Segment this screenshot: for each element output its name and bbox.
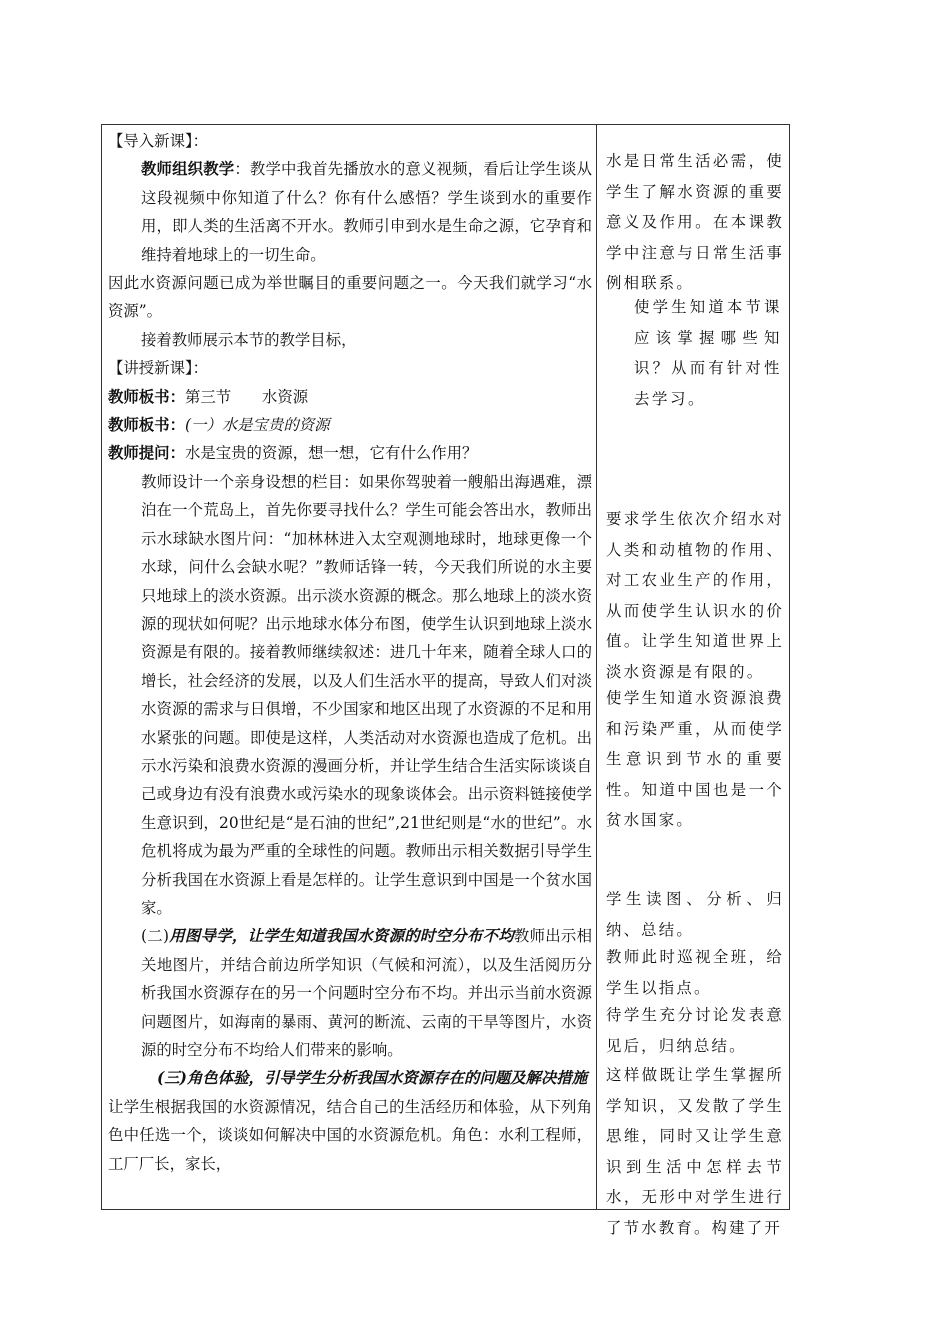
intro-paragraph-2: 因此水资源问题已成为举世瞩目的重要问题之一。今天我们就学习“水资源”。 (108, 274, 592, 321)
teaching-paragraph: 教师设计一个亲身设想的栏目：如果你驾驶着一艘船出海遇难，漂泊在一个荒岛上，首先你要寻找什么？学生可能会答出水，教师出示水球缺水图片问：“加林林进入太空观测地球时，地球更像一个水球，问什么会缺水呢？”教师话锋一转，今天我们所说的水主要只地球上的淡水资源。出示淡水资源的概念。那么地球上的淡水资源的现状如何呢？出示地球水体分布图，使学生认识到地球上淡水资源是有限的。接着教师继续叙述：进几十年来，随着全球人口的增长，社会经济的发展，以及人们生活水平的提高，导致人们对淡水资源的需求与日俱增，不少国家和地区出现了水资源的不足和用水紧张的问题。即使是这样，人类活动对水资源也造成了危机。出示水污染和浪费水资源的漫画分析，并让学生结合生活实际谈谈自己或身边有没有浪费水或污染水的现象谈体会。出示资料链接使学生意识到，20世纪是“是石油的世纪”,21世纪则是“水的世纪”。水危机将成为最为严重的全球性的问题。教师出示相关数据引导学生分析我国在水资源上看是怎样的。让学生意识到中国是一个贫水国家。 (141, 472, 592, 917)
intro-heading: 【导入新课】： (108, 132, 209, 150)
teacher-organize-label: 教师组织教学 (141, 160, 235, 179)
design-note-1: 水是日常生活必需，使学生了解水资源的重要意义及作用。在本课教学中注意与日常生活事例相联系。 (606, 152, 784, 292)
design-note-3: 要求学生依次介绍水对人类和动植物的作用、对工农业生产的作用，从而使学生认识水的价值。让学生知道世界上淡水资源是有限的。 (606, 510, 784, 681)
column-divider (596, 124, 597, 1210)
teacher-question: 教师提问：水是宝贵的资源，想一想，它有什么作用？ (108, 444, 478, 463)
section-three-heading: (三)角色体验，引导学生分析我国水资源存在的问题及解决措施 (157, 1069, 588, 1088)
board-line-2: 教师板书：(一）水是宝贵的资源 (108, 416, 330, 435)
design-note-4: 使学生知道水资源浪费和污染严重，从而使学生意识到节水的重要性。知道中国也是一个贫水国家。 (606, 689, 784, 829)
intro-paragraph: 教师组织教学：教学中我首先播放水的意义视频，看后让学生谈从这段视频中你知道了什么？你有什么感悟？学生谈到水的重要作用，即人类的生活离不开水。教师引申到水是生命之源，它孕育和维持着地球上的一切生命。 (141, 160, 592, 264)
design-note-8: 这样做既让学生掌握所学知识，又发散了学生思维，同时又让学生意识到生活中怎样去节水，无形中对学生进行了节水教育。构建了开 (606, 1066, 784, 1237)
design-note-5: 学生读图、分析、归纳、总结。 (606, 890, 784, 939)
objectives-line: 接着教师展示本节的教学目标， (141, 330, 357, 349)
design-note-7: 待学生充分讨论发表意见后，归纳总结。 (606, 1006, 784, 1055)
role-play-paragraph: 让学生根据我国的水资源情况，结合自己的生活经历和体验，从下列角色中任选一个，谈谈如何解决中国的水资源危机。角色：水利工程师，工厂厂长，家长， (108, 1097, 592, 1173)
teach-heading: 【讲授新课】： (108, 359, 209, 378)
teaching-process-column (108, 127, 592, 1178)
design-note-2: 使学生知道本节课应该掌握哪些知识？从而有针对性去学习。 (634, 298, 782, 408)
design-note-6: 教师此时巡视全班，给学生以指点。 (606, 948, 784, 997)
board-line-1: 教师板书：第三节 水资源 (108, 387, 309, 406)
section-two-paragraph: (二)用图导学，让学生知道我国水资源的时空分布不均教师出示相关地图片，并结合前边所学知识（气候和河流），以及生活阅历分析我国水资源存在的另一个问题时空分布不均。并出示当前水资源问题图片，如海南的暴雨、黄河的断流、云南的干旱等图片，水资源的时空分布不均给人们带来的影响。 (141, 927, 592, 1059)
